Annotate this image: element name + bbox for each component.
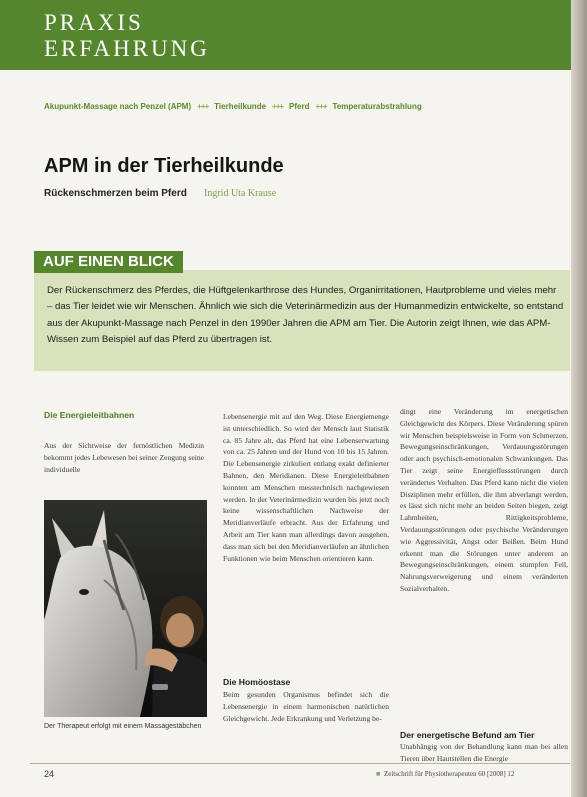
body-text-column-1: Aus der Sichtweise der fernöstlichen Medizin bekommt jedes Lebewesen bei seiner Zeugung seine individuelle	[44, 441, 204, 474]
breadcrumb	[44, 102, 422, 111]
body-text-column-3: dingt eine Veränderung im energetischen Gleichgewicht des Körpers. Diese Veränderung spüren wir Menschen beispielsweise in Form von Schmerzen, Bewegungseinschränkungen, Verdauungsstörungen oder auch psychisch-emotionalen Schwankungen. Das Tier zeigt seine Energieflussstörungen durch verändertes Verhalten. Das Pferd kann nicht die vielen Disziplinen mehr erfüllen, die ihm abverlangt werden, es lässt sich nicht mehr an beiden Seiten biegen, zeigt Lahmheiten, Rittigkeitsprobleme, Verdauungsstörungen oder psychische Veränderungen wie Aggressivität, Angst oder Beißen. Beim Hund erkennt man die Störungen unter anderem an Bewegungseinschränkungen, einem stumpfen Fell, Nahrungsverweigerung und einem veränderten Sozialverhalten.	[400, 407, 568, 593]
footer-bullet-icon: ■	[376, 770, 381, 778]
breadcrumb-separator: +++	[197, 102, 209, 111]
summary-label: AUF EINEN BLICK	[34, 251, 183, 273]
body-text-column-3b: Unabhängig von der Behandlung kann man bei allen Tieren über Hautstellen die Energie	[400, 742, 568, 763]
section-title-line1: PRAXIS	[44, 10, 144, 35]
breadcrumb-item: Akupunkt-Massage nach Penzel (APM)	[44, 102, 192, 111]
section-heading-homeostasis: Die Homöostase	[223, 677, 291, 687]
horse-illustration	[44, 500, 207, 717]
article-subtitle: Rückenschmerzen beim Pferd	[44, 188, 187, 199]
section-heading-energy-paths: Die Energieleitbahnen	[44, 410, 135, 420]
journal-footer	[376, 770, 514, 778]
breadcrumb-item: Tierheilkunde	[214, 102, 267, 111]
breadcrumb-item: Pferd	[289, 102, 310, 111]
section-title-line2: ERFAHRUNG	[44, 36, 210, 61]
breadcrumb-separator: +++	[315, 102, 327, 111]
article-title: APM in der Tierheilkunde	[44, 155, 284, 177]
section-heading-findings: Der energetische Befund am Tier	[400, 730, 535, 740]
horse-photo	[44, 500, 207, 717]
article-author: Ingrid Uta Krause	[204, 188, 277, 199]
photo-caption: Der Therapeut erfolgt mit einem Massagestäbchen	[44, 723, 202, 730]
footer-rule	[30, 763, 570, 764]
summary-text: Der Rückenschmerz des Pferdes, die Hüftgelenkarthrose des Hundes, Organirritationen, Hautprobleme und vieles mehr – das Tier leidet wie wir Menschen. Ähnlich wie sich die Veterinärmedizin aus der Humanmedizin entwickelte, so entstand aus der Akupunkt-Massage nach Penzel in den 1990er Jahren die APM am Tier. Die Autorin zeigt Ihnen, wie das APM-Wissen zum Beispiel auf das Pferd zu übertragen ist.	[47, 285, 564, 345]
body-text-column-2b: Beim gesunden Organismus befindet sich die Lebensenergie in einem harmonischen natürlichen Gleichgewicht. Jede Erkrankung und Verletzung be-	[223, 690, 389, 723]
breadcrumb-separator: +++	[272, 102, 284, 111]
body-text-column-2: Lebensenergie mit auf den Weg. Diese Energiemenge ist unterschiedlich. So wird der Mensch laut Statistik ca. 85 Jahre alt, das Pferd hat eine Lebenserwartung von ca. 25 Jahren und der Hund von 10 bis 15 Jahren. Die Lebensenergie zirkuliert entlang exakt definierter Bahnen, den Meridianen. Diese Energieleitbahnen konnten am Menschen messtechnisch nachgewiesen werden. In der Veterinärmedizin wurden bis jetzt noch keine wissenschaftlichen Nachweise der Meridianverläufe erbracht. Aus der Erfahrung und Arbeit am Tier kann man allerdings davon ausgehen, dass man sich bei den Meridianverläufen an ähnlichen Funktionen wie beim Menschen orientieren kann.	[223, 412, 389, 563]
page-edge	[571, 0, 587, 797]
section-header-band	[0, 0, 587, 70]
journal-name: Zeitschrift für Physiotherapeuten 60 [2008] 12	[383, 770, 515, 778]
page-number: 24	[44, 769, 55, 779]
breadcrumb-item: Temperaturabstrahlung	[332, 102, 422, 111]
